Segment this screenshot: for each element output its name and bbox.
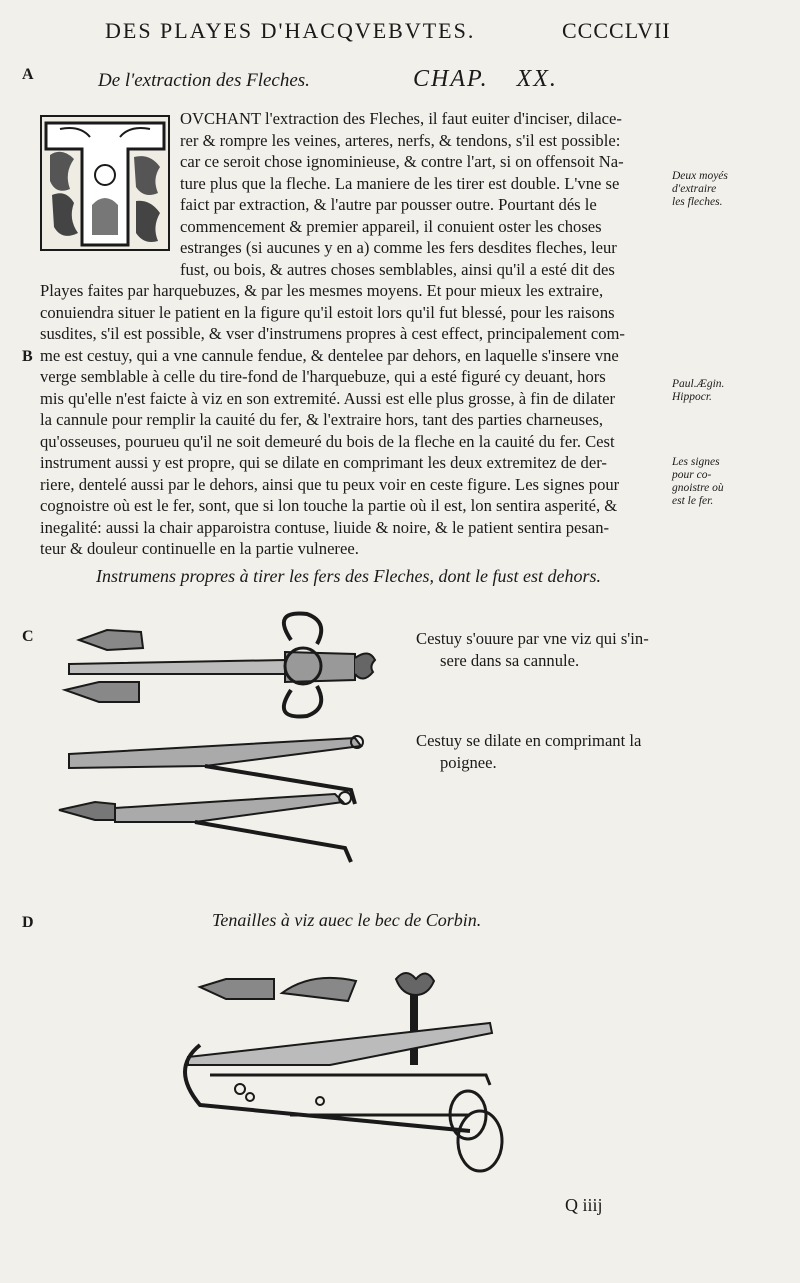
figure-caption-tenailles: Tenailles à viz auec le bec de Corbin.	[212, 910, 482, 930]
figure-desc-screw	[416, 628, 649, 672]
sidenote-line: Les signes	[672, 456, 720, 468]
sidenote-paul-aegin	[672, 378, 724, 404]
chapter-body	[40, 108, 668, 560]
body-line: verge semblable à celle du tire-fond de l'harquebuze, qui a esté figuré cy deuant, hors	[40, 367, 606, 386]
body-line: car ce seroit chose ignominieuse, & contre l'art, si on offensoit Na-	[180, 152, 624, 171]
figure-screw-extractor	[55, 610, 385, 720]
figure-desc-forceps	[416, 730, 641, 774]
body-line: OVCHANT l'extraction des Fleches, il faut euiter d'inciser, dilace-	[180, 109, 622, 128]
body-line: instrument aussi y est propre, qui se dilate en comprimant les deux extremitez de der-	[40, 453, 607, 472]
body-line: conuiendra situer le patient en la figure qu'il estoit lors qu'il fut blessé, pour les raisons	[40, 302, 615, 322]
page-header	[0, 18, 800, 48]
sidenote-line: pour co-	[672, 469, 712, 481]
body-line: commencement & premier appareil, il conuient oster les choses	[180, 216, 602, 236]
chapter-title: De l'extraction des Fleches.	[98, 70, 310, 91]
sidenote-line: est le fer.	[672, 495, 714, 507]
figure-crows-beak-pincers	[170, 965, 510, 1180]
body-line: Playes faites par harquebuzes, & par les mesmes moyens. Et pour mieux les extraire,	[40, 281, 604, 300]
sidenote-line: Hippocr.	[672, 391, 712, 403]
margin-letter-d: D	[22, 914, 34, 931]
body-line: estranges (si aucunes y en a) comme les fers desdites fleches, leur	[180, 238, 617, 257]
body-line: qu'osseuses, pourueu qu'il ne soit demeuré du bois de la fleche en la cauité du fer. Cest	[40, 431, 615, 451]
chapter-number	[413, 66, 558, 93]
desc-line: sere dans sa cannule.	[440, 651, 580, 670]
chapter-numeral: XX.	[516, 66, 558, 92]
body-line: mis qu'elle n'est faicte à viz en son extremité. Aussi est elle plus grosse, à fin de dilater	[40, 388, 616, 408]
desc-line: Cestuy se dilate en comprimant la	[416, 731, 642, 750]
margin-letter-b: B	[22, 348, 33, 365]
margin-letter-c: C	[22, 628, 34, 645]
show-through-text	[70, 920, 74, 941]
sidenote-deux-moyens	[672, 170, 728, 209]
chapter-label: CHAP.	[413, 66, 489, 92]
folio-number: CCCCLVII	[562, 18, 671, 43]
desc-line: Cestuy s'ouure par vne viz qui s'in-	[416, 629, 649, 648]
body-line: ture plus que la fleche. La maniere de les tirer est double. L'vne se	[180, 173, 620, 193]
sidenote-line: les fleches.	[672, 196, 723, 208]
margin-letter-a: A	[22, 66, 34, 83]
sidenote-line: Deux moyés	[672, 170, 728, 182]
figure-caption-arrow-instruments: Instrumens propres à tirer les fers des Fleches, dont le fust est dehors.	[96, 566, 601, 586]
sidenote-line: gnoistre où	[672, 482, 724, 494]
sidenote-line: d'extraire	[672, 183, 717, 195]
body-line: fust, ou bois, & autres choses semblables, ainsi qu'il a esté dit des	[180, 259, 615, 279]
body-line: rer & rompre les veines, arteres, nerfs, & tendons, s'il est possible:	[180, 130, 621, 150]
figure-dilating-forceps	[55, 730, 375, 870]
running-title: DES PLAYES D'HACQVEBVTES.	[105, 18, 476, 43]
printer-signature: Q iiij	[565, 1195, 603, 1215]
sidenote-signes	[672, 456, 724, 508]
body-line: susdites, s'il est possible, & vser d'instrumens propres à cest effect, principalement com-	[40, 324, 625, 343]
body-line: me est cestuy, qui a vne cannule fendue, & dentelee par dehors, en laquelle s'insere vne	[40, 345, 619, 365]
body-line: cognoistre où est le fer, sont, que si lon touche la partie où il est, lon sentira asperité, &	[40, 496, 618, 515]
body-line: faict par extraction, & l'autre par pousser outre. Pourtant dés le	[180, 195, 597, 214]
body-line: riere, dentelé aussi par le dehors, ainsi que tu peux voir en ceste figure. Les signes pour	[40, 474, 620, 494]
body-line: inegalité: aussi la chair apparoistra contuse, liuide & noire, & le patient sentira pesan-	[40, 517, 610, 537]
body-line: la cannule pour remplir la cauité du fer, & l'extraire hors, tant des parties charneuses,	[40, 410, 604, 429]
desc-line: poignee.	[440, 753, 497, 772]
sidenote-line: Paul.Ægin.	[672, 378, 725, 390]
body-line: teur & douleur continuelle en la partie vulneree.	[40, 539, 359, 558]
